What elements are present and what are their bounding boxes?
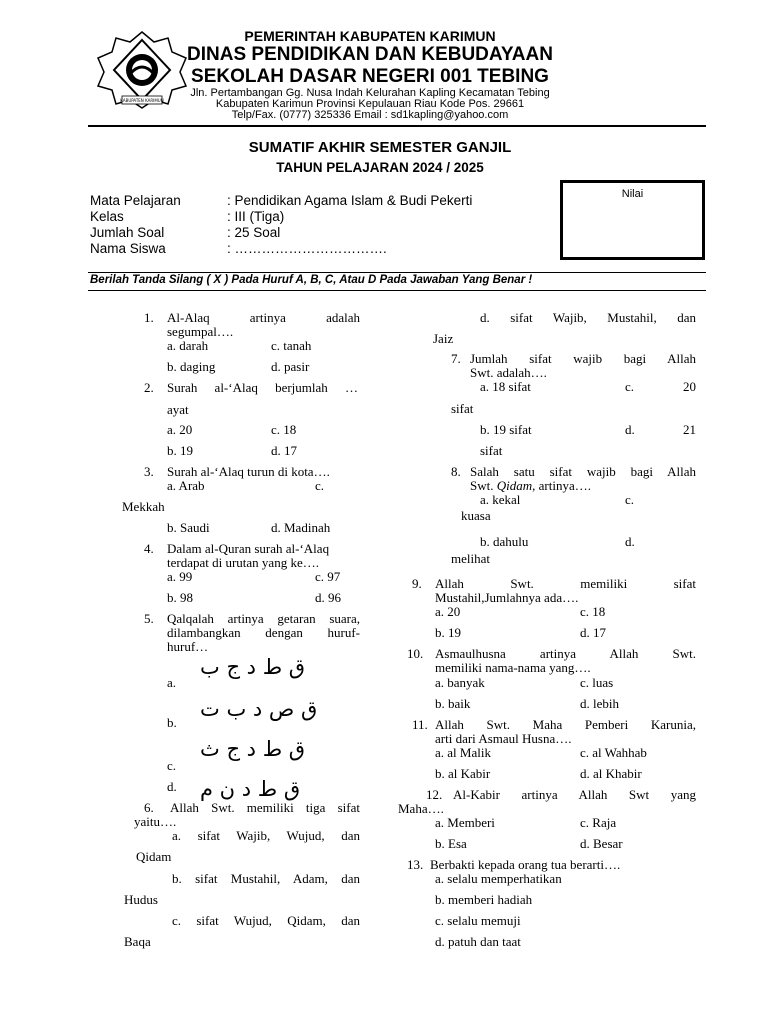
option-b[interactable]: b. memberi hadiah (435, 892, 533, 907)
question-number: 2. (144, 380, 154, 395)
option-a[interactable]: a. Memberi (435, 815, 495, 830)
score-box (560, 180, 705, 260)
option-c[interactable]: c. sifat Wujud, Qidam, dan (172, 913, 360, 928)
option-c[interactable]: c. 18 (580, 604, 606, 619)
option-c[interactable]: c. al Wahhab (580, 745, 647, 760)
option-a[interactable]: a. al Malik (435, 745, 491, 760)
option-b[interactable]: b. (167, 715, 177, 730)
question-text: Swt. adalah…. (470, 365, 547, 380)
score-box-label: Nilai (621, 188, 644, 200)
info-value-subject: : Pendidikan Agama Islam & Budi Pekerti (227, 193, 473, 208)
option-b[interactable]: b. dahulu (480, 534, 529, 549)
question-text: Allah Swt. Maha Pemberi Karunia, (435, 717, 696, 732)
option-b[interactable]: b. 19 (435, 625, 461, 640)
office-name: DINAS PENDIDIKAN DAN KEBUDAYAAN (187, 44, 553, 65)
option-c-cont: sifat (451, 401, 474, 416)
question-text: arti dari Asmaul Husna…. (435, 731, 572, 746)
question-number: 12. (426, 787, 443, 802)
logo-text: KABUPATEN KARIMUN (120, 98, 164, 103)
term-qidam: Qidam (496, 478, 533, 493)
info-value-student: : ……………………………. (227, 241, 387, 256)
option-b[interactable]: b. baik (435, 696, 471, 711)
option-c[interactable]: c. selalu memuji (435, 913, 521, 928)
question-text: Salah satu sifat wajib bagi Allah (470, 464, 696, 479)
option-c[interactable]: c. (167, 758, 177, 773)
option-d[interactable]: d. (167, 779, 177, 794)
question-text: Dalam al-Quran surah al-‘Alaq (167, 541, 330, 556)
question-number: 6. (144, 800, 154, 815)
option-d[interactable]: d. 96 (315, 590, 341, 605)
option-b[interactable]: b. 19 sifat (480, 422, 532, 437)
question-text: Qalqalah artinya getaran suara, (167, 611, 360, 626)
option-c[interactable]: c. 97 (315, 569, 341, 584)
option-c[interactable]: c. Raja (580, 815, 617, 830)
option-b[interactable]: b. Saudi (167, 520, 210, 535)
question-number: 1. (144, 310, 154, 325)
info-label-student: Nama Siswa (90, 241, 166, 256)
info-label-subject: Mata Pelajaran (90, 193, 181, 208)
question-number: 13. (407, 857, 424, 872)
option-a[interactable]: a. selalu memperhatikan (435, 871, 562, 886)
question-number: 5. (144, 611, 154, 626)
option-c[interactable]: c. (315, 478, 325, 493)
question-text-part: , artinya…. (532, 478, 591, 493)
info-label-count: Jumlah Soal (90, 225, 165, 240)
address-line-2: Kabupaten Karimun Provinsi Kepulauan Riau Kode Pos. 29661 (215, 98, 525, 110)
option-a[interactable]: a. kekal (480, 492, 521, 507)
question-number: 3. (144, 464, 154, 479)
option-d[interactable]: d. patuh dan taat (435, 934, 521, 949)
address-line-1: Jln. Pertambangan Gg. Nusa Indah Kelurahan Kapling Kecamatan Tebing (190, 87, 550, 99)
option-d[interactable]: d. 17 (271, 443, 297, 458)
question-text: Maha…. (398, 801, 444, 816)
question-text: ayat (167, 402, 189, 417)
question-text: Asmaulhusna artinya Allah Swt. (435, 646, 696, 661)
question-text-part: Swt. (470, 478, 497, 493)
option-d[interactable]: d. 21 (625, 422, 696, 437)
option-b[interactable]: b. 98 (167, 590, 193, 605)
question-text: Surah al-‘Alaq berjumlah … (167, 380, 358, 395)
question-text: Allah Swt. memiliki sifat (435, 576, 696, 591)
option-d-cont: Jaiz (433, 331, 454, 346)
option-d[interactable]: d. 17 (580, 625, 606, 640)
option-b[interactable]: b. sifat Mustahil, Adam, dan (172, 871, 360, 886)
option-d-cont: sifat (480, 443, 503, 458)
option-c[interactable]: c. 20 (625, 379, 696, 394)
letterhead-rule (88, 125, 706, 127)
option-b-cont: Hudus (124, 892, 158, 907)
option-b-arabic: ق ص د ب ت (200, 697, 318, 721)
option-a[interactable]: a. Arab (167, 478, 205, 493)
option-d[interactable]: d. al Khabir (580, 766, 642, 781)
question-text: Allah Swt. memiliki tiga sifat (170, 800, 360, 815)
option-d[interactable]: d. lebih (580, 696, 619, 711)
info-value-count: : 25 Soal (227, 225, 281, 240)
question-text: Jumlah sifat wajib bagi Allah (470, 351, 696, 366)
instruction-rule-top (88, 272, 706, 273)
question-number: 11. (412, 717, 428, 732)
option-d-cont: melihat (451, 551, 490, 566)
question-number: 10. (407, 646, 424, 661)
question-text: Surah al-‘Alaq turun di kota…. (167, 464, 330, 479)
option-d[interactable]: d. Madinah (271, 520, 331, 535)
question-text: dilambangkan dengan huruf- (167, 625, 360, 640)
option-a-arabic: ق ط د ج ب (200, 655, 306, 679)
option-c-arabic: ق ط د ج ث (200, 737, 306, 761)
instruction-rule-bottom (88, 290, 706, 291)
question-text: Mustahil,Jumlahnya ada…. (435, 590, 579, 605)
question-number: 8. (451, 464, 461, 479)
info-value-class: : III (Tiga) (227, 209, 285, 224)
option-d[interactable]: d. (625, 534, 635, 549)
option-d[interactable]: d. Besar (580, 836, 623, 851)
question-text: Al-Kabir artinya Allah Swt yang (453, 787, 696, 802)
option-b[interactable]: b. Esa (435, 836, 467, 851)
question-text: yaitu…. (134, 814, 177, 829)
option-d-arabic: ق ط د ن م (200, 777, 301, 801)
option-c[interactable]: c. (625, 492, 635, 507)
question-text: Al-Alaq artinya adalah (167, 310, 360, 325)
option-c[interactable]: c. 18 (271, 422, 297, 437)
option-c[interactable]: c. tanah (271, 338, 312, 353)
question-text: terdapat di urutan yang ke…. (167, 555, 319, 570)
option-c-cont: Baqa (124, 934, 151, 949)
question-number: 9. (412, 576, 422, 591)
instruction: Berilah Tanda Silang ( X ) Pada Huruf A, B, C, Atau D Pada Jawaban Yang Benar ! (90, 274, 533, 286)
question-number: 4. (144, 541, 154, 556)
option-a[interactable]: a. (167, 675, 177, 690)
option-b[interactable]: b. 19 (167, 443, 193, 458)
option-a[interactable]: a. darah (167, 338, 209, 353)
option-a[interactable]: a. 20 (435, 604, 461, 619)
exam-year: TAHUN PELAJARAN 2024 / 2025 (276, 160, 484, 175)
option-b[interactable]: b. daging (167, 359, 216, 374)
question-text: memiliki nama-nama yang…. (435, 660, 591, 675)
option-d[interactable]: d. pasir (271, 359, 310, 374)
info-label-class: Kelas (90, 209, 124, 224)
option-c[interactable]: c. luas (580, 675, 614, 690)
option-a[interactable]: a. 20 (167, 422, 193, 437)
question-number: 7. (451, 351, 461, 366)
contact-line: Telp/Fax. (0777) 325336 Email : sd1kapling@yahoo.com (231, 109, 509, 121)
option-a[interactable]: a. 18 sifat (480, 379, 531, 394)
exam-title: SUMATIF AKHIR SEMESTER GANJIL (248, 139, 512, 156)
option-a-cont: Qidam (136, 849, 172, 864)
option-a[interactable]: a. banyak (435, 675, 485, 690)
question-text (470, 479, 591, 493)
option-c-cont: kuasa (461, 508, 491, 523)
question-text: segumpal…. (167, 324, 234, 339)
school-name: SEKOLAH DASAR NEGERI 001 TEBING (191, 66, 549, 87)
option-d[interactable]: d. sifat Wajib, Mustahil, dan (480, 310, 696, 325)
option-c-cont: Mekkah (122, 499, 165, 514)
option-a[interactable]: a. sifat Wajib, Wujud, dan (172, 828, 360, 843)
question-text: Berbakti kepada orang tua berarti…. (430, 857, 621, 872)
question-text: huruf… (167, 639, 209, 654)
option-b[interactable]: b. al Kabir (435, 766, 491, 781)
option-a[interactable]: a. 99 (167, 569, 193, 584)
gov-name: PEMERINTAH KABUPATEN KARIMUN (244, 28, 496, 44)
